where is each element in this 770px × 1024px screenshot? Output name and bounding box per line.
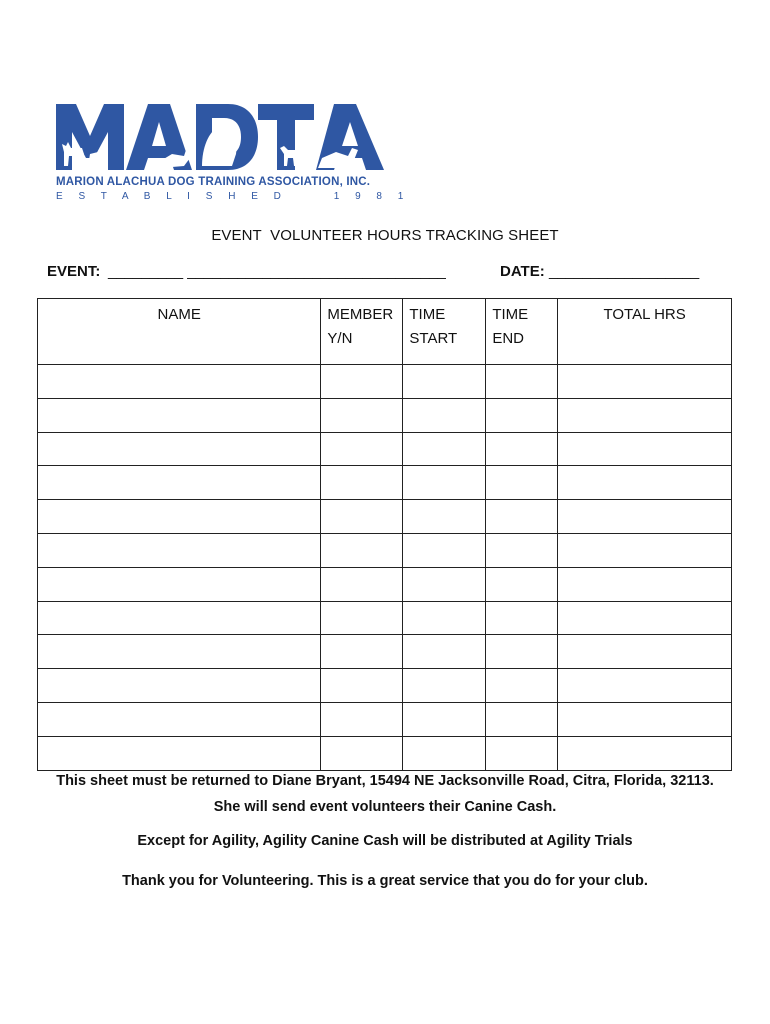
table-row <box>38 567 732 601</box>
cell-total-hrs[interactable] <box>558 601 732 635</box>
table-row <box>38 635 732 669</box>
volunteer-hours-table <box>37 298 732 771</box>
header-name-label: NAME <box>157 306 201 323</box>
return-instructions: This sheet must be returned to Diane Bryant, 15494 NE Jacksonville Road, Citra, Florida, 32113. She will send event volunteers their Canine Cash. <box>56 773 714 815</box>
table-row <box>38 432 732 466</box>
cell-member[interactable] <box>321 533 403 567</box>
cell-total-hrs[interactable] <box>558 500 732 534</box>
cell-time-end[interactable] <box>486 567 558 601</box>
date-label: DATE: <box>500 263 545 280</box>
cell-total-hrs[interactable] <box>558 365 732 399</box>
event-field[interactable]: _________ _______________________________ <box>108 263 446 280</box>
table-row <box>38 669 732 703</box>
cell-total-hrs[interactable] <box>558 635 732 669</box>
table-row <box>38 500 732 534</box>
cell-time-start[interactable] <box>403 702 486 736</box>
cell-time-end[interactable] <box>486 365 558 399</box>
table-row <box>38 702 732 736</box>
cell-total-hrs[interactable] <box>558 567 732 601</box>
header-member-line2: Y/N <box>327 330 353 347</box>
table-row <box>38 365 732 399</box>
cell-time-start[interactable] <box>403 601 486 635</box>
cell-total-hrs[interactable] <box>558 736 732 770</box>
cell-time-end[interactable] <box>486 533 558 567</box>
cell-total-hrs[interactable] <box>558 466 732 500</box>
header-time-end-line1: TIME <box>492 306 529 323</box>
header-time-start-line2: START <box>409 330 458 347</box>
event-label: EVENT: <box>47 263 101 280</box>
cell-total-hrs[interactable] <box>558 702 732 736</box>
cell-time-end[interactable] <box>486 736 558 770</box>
madta-logo <box>52 96 410 206</box>
cell-name[interactable] <box>38 466 321 500</box>
cell-member[interactable] <box>321 365 403 399</box>
cell-time-end[interactable] <box>486 635 558 669</box>
cell-member[interactable] <box>321 398 403 432</box>
cell-name[interactable] <box>38 398 321 432</box>
table-header-row <box>38 299 732 365</box>
header-time-end-line2: END <box>492 330 524 347</box>
cell-time-end[interactable] <box>486 601 558 635</box>
cell-name[interactable] <box>38 635 321 669</box>
cell-member[interactable] <box>321 466 403 500</box>
header-member-label <box>321 299 402 351</box>
cell-time-start[interactable] <box>403 365 486 399</box>
cell-time-start[interactable] <box>403 432 486 466</box>
cell-member[interactable] <box>321 601 403 635</box>
cell-time-start[interactable] <box>403 669 486 703</box>
cell-total-hrs[interactable] <box>558 398 732 432</box>
header-member-line1: MEMBER <box>327 306 394 323</box>
cell-name[interactable] <box>38 702 321 736</box>
date-field[interactable]: __________________ <box>549 263 700 280</box>
cell-name[interactable] <box>38 500 321 534</box>
cell-name[interactable] <box>38 601 321 635</box>
logo-established: E S T A B L I S H E D 1 9 8 1 <box>56 191 410 202</box>
header-time-start <box>403 299 486 365</box>
header-member <box>321 299 403 365</box>
cell-time-start[interactable] <box>403 500 486 534</box>
cell-name[interactable] <box>38 669 321 703</box>
header-time-end <box>486 299 558 365</box>
logo-org-name: MARION ALACHUA DOG TRAINING ASSOCIATION, INC. <box>56 176 371 188</box>
agility-note: Except for Agility, Agility Canine Cash will be distributed at Agility Trials <box>137 833 633 849</box>
cell-time-end[interactable] <box>486 500 558 534</box>
cell-member[interactable] <box>321 500 403 534</box>
cell-name[interactable] <box>38 365 321 399</box>
header-time-end-label <box>486 299 557 351</box>
cell-total-hrs[interactable] <box>558 432 732 466</box>
cell-time-end[interactable] <box>486 432 558 466</box>
thank-you-note: Thank you for Volunteering. This is a great service that you do for your club. <box>122 873 648 889</box>
cell-time-start[interactable] <box>403 635 486 669</box>
cell-time-end[interactable] <box>486 398 558 432</box>
cell-time-start[interactable] <box>403 466 486 500</box>
table-row <box>38 601 732 635</box>
table-row <box>38 466 732 500</box>
cell-time-start[interactable] <box>403 567 486 601</box>
table-row <box>38 533 732 567</box>
cell-time-end[interactable] <box>486 669 558 703</box>
cell-total-hrs[interactable] <box>558 669 732 703</box>
table-row <box>38 736 732 770</box>
header-name <box>38 299 321 365</box>
cell-member[interactable] <box>321 635 403 669</box>
cell-member[interactable] <box>321 736 403 770</box>
cell-member[interactable] <box>321 567 403 601</box>
page-title: EVENT VOLUNTEER HOURS TRACKING SHEET <box>211 227 559 244</box>
cell-total-hrs[interactable] <box>558 533 732 567</box>
header-total-hrs <box>558 299 732 365</box>
cell-time-start[interactable] <box>403 398 486 432</box>
table-row <box>38 398 732 432</box>
cell-time-end[interactable] <box>486 702 558 736</box>
header-total-label: TOTAL HRS <box>603 306 686 323</box>
cell-time-start[interactable] <box>403 736 486 770</box>
cell-time-end[interactable] <box>486 466 558 500</box>
cell-name[interactable] <box>38 736 321 770</box>
cell-member[interactable] <box>321 702 403 736</box>
cell-name[interactable] <box>38 567 321 601</box>
header-time-start-line1: TIME <box>409 306 446 323</box>
cell-member[interactable] <box>321 432 403 466</box>
cell-name[interactable] <box>38 533 321 567</box>
cell-time-start[interactable] <box>403 533 486 567</box>
cell-name[interactable] <box>38 432 321 466</box>
header-time-start-label <box>403 299 485 351</box>
cell-member[interactable] <box>321 669 403 703</box>
